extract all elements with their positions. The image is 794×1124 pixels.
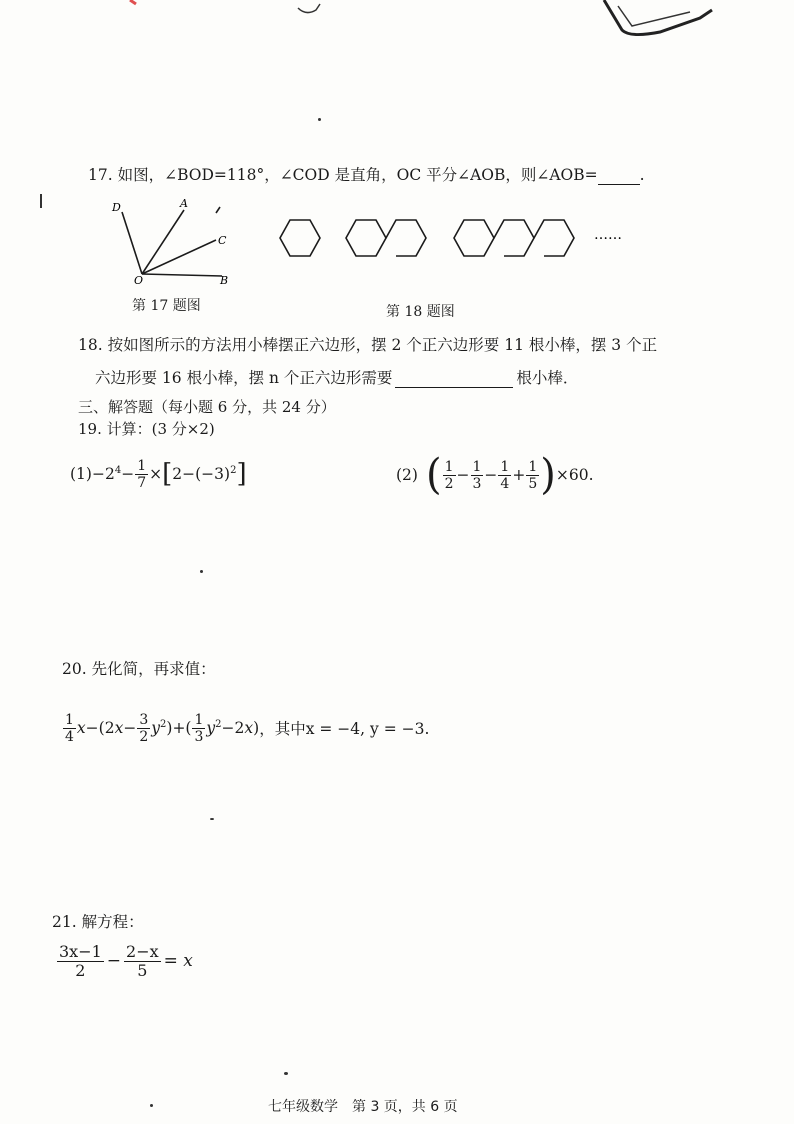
label-b: B [220, 274, 229, 287]
part-1-label: (1) [70, 465, 92, 483]
expr-19-1c: $2-(-3)^2$ [172, 464, 237, 484]
expr-20a: x−(2x− [76, 719, 137, 737]
question-18-line2-b: 根小棒． [516, 369, 579, 387]
question-20-condition: ，其中x = −4, y = −3. [259, 720, 430, 738]
paren-close: ) [540, 450, 556, 500]
question-19-title: 19. 计算：(3 分×2) [78, 420, 215, 438]
minus-2: − [484, 466, 498, 484]
label-a: A [180, 197, 188, 210]
question-20-expression [62, 706, 429, 750]
question-20-title: 20. 先化简，再求值： [62, 660, 216, 678]
part-2-label: (2) [396, 466, 418, 484]
question-17-text: 17. 如图，∠BOD=118°，∠COD 是直角，OC 平分∠AOB，则∠AOB= [88, 166, 598, 184]
question-21-title: 21. 解方程： [52, 913, 144, 931]
speck [318, 118, 321, 121]
expr-20b: $y^2)+$( [151, 718, 192, 738]
speck [200, 570, 203, 573]
label-o: O [134, 274, 144, 287]
scan-artifacts [0, 0, 794, 60]
fraction-1-4: $\frac{1}{4}$ [500, 458, 510, 492]
ray-ob [142, 274, 222, 276]
page-footer: 七年级数学 第 3 页，共 6 页 [268, 1099, 458, 1115]
answer-blank-18 [395, 371, 513, 388]
hexagon-chain-2a [346, 220, 386, 256]
expr-19-1b: × [149, 465, 163, 483]
question-18-line1: 18. 按如图所示的方法用小棒摆正六边形，摆 2 个正六边形要 11 根小棒，摆 3 个正 [78, 336, 658, 354]
figure-17 [100, 196, 250, 288]
hexagon-chain-3a [454, 220, 494, 256]
paren-open: ( [425, 450, 442, 500]
question-17 [88, 163, 645, 185]
margin-mark [40, 194, 42, 208]
question-21-equation [56, 936, 193, 986]
question-18-line2 [95, 366, 578, 388]
speck [284, 1072, 288, 1075]
hexagon-1 [280, 220, 320, 256]
fraction-1-3: $\frac{1}{3}$ [472, 458, 482, 492]
minus-21: − [106, 951, 122, 971]
fraction-1-7: $\frac{1}{7}$ [137, 457, 147, 491]
tick-mark [216, 207, 220, 213]
fraction-2-x-over-5: $\frac{2-x}{5}$ [126, 941, 159, 980]
fraction-1-2: $\frac{1}{2}$ [444, 458, 454, 492]
plus-1: + [512, 466, 526, 484]
fraction-1-4-x: $\frac{1}{4}$ [65, 711, 74, 745]
times-60: ×60. [555, 466, 594, 484]
expr-19-1a: $-2^4-$ [91, 464, 135, 484]
hexagon-chain-2b [386, 220, 426, 256]
expr-20c: $y^2-2x$) [206, 718, 260, 738]
question-18-line2-a: 六边形要 16 根小棒，摆 n 个正六边形需要 [95, 369, 393, 387]
fraction-1-5: $\frac{1}{5}$ [528, 458, 538, 492]
minus-1: − [456, 466, 470, 484]
label-c: C [218, 234, 227, 247]
section-3-title: 三、解答题（每小题 6 分，共 24 分） [78, 398, 336, 416]
question-19-part1 [70, 452, 247, 496]
hexagon-chain-3b [494, 220, 534, 256]
speck [150, 1104, 153, 1107]
label-d: D [112, 201, 121, 214]
figure-17-caption: 第 17 题图 [132, 298, 201, 314]
hexagon-chain-3c [534, 220, 574, 256]
bracket-open: [ [162, 459, 173, 489]
bracket-close: ] [236, 459, 247, 489]
hexagon-ellipsis: …… [594, 227, 622, 243]
figure-18-caption: 第 18 题图 [386, 304, 455, 320]
fraction-3x-1-over-2: $\frac{3x-1}{2}$ [59, 941, 102, 980]
figure-18 [270, 208, 650, 268]
answer-blank-17 [598, 168, 640, 185]
ray-od [122, 212, 142, 274]
question-19-part2 [396, 450, 594, 500]
fraction-1-3-y: $\frac{1}{3}$ [194, 711, 204, 745]
fraction-3-2: $\frac{3}{2}$ [139, 711, 149, 745]
speck [210, 818, 214, 820]
equals-x: = x [163, 951, 193, 971]
question-17-end: . [639, 166, 645, 184]
